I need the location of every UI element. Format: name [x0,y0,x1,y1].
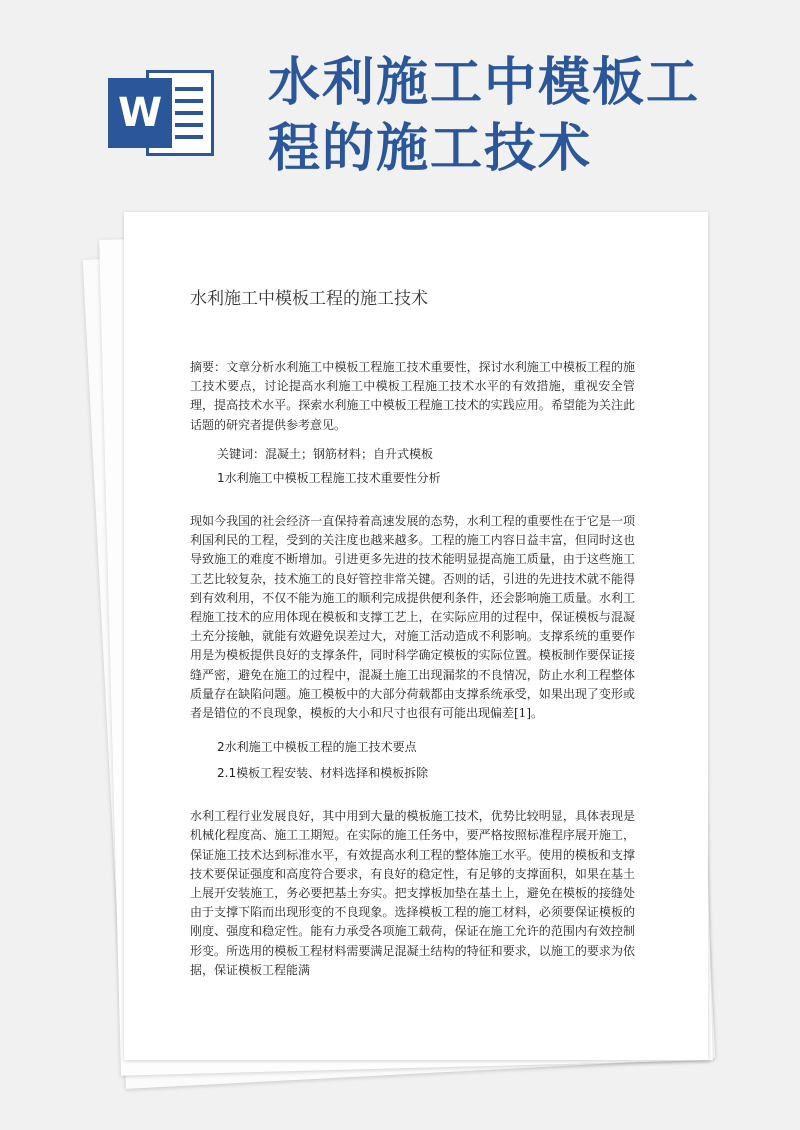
section-heading-2: 2水利施工中模板工程的施工技术要点 [217,740,417,755]
word-badge: W [108,78,172,148]
abstract: 摘要：文章分析水利施工中模板工程施工技术重要性，探讨水利施工中模板工程的施工技术要点，讨论提高水利施工中模板工程施工技术水平的有效措施，重视安全管理，提高技术水平。探索水利施工中模板工程施工技术的实践应用。希望能为关注此话题的研究者提供参考意见。 [190,360,635,432]
keywords: 关键词：混凝土；钢筋材料；自升式模板 [217,446,434,461]
section-heading-1: 1水利施工中模板工程施工技术重要性分析 [217,471,441,486]
section-heading-2-1: 2.1模板工程安装、材料选择和模板拆除 [217,766,429,781]
banner-title: 水利施工中模板工程的施工技术 [268,52,701,179]
word-icon [108,62,218,160]
document-title: 水利施工中模板工程的施工技术 [190,289,428,309]
paragraph-1: 现如今我国的社会经济一直保持着高速发展的态势，水利工程的重要性在于它是一项利国利民的工程，受到的关注度也越来越多。工程的施工内容日益丰富，但同时这也导致施工的难度不断增加。引进更多先进的技术能明显提高施工质量，由于这些施工工艺比较复杂，技术施工的良好管控非常关键。否则的话，引进的先进技术就不能得到有效利用，不仅不能为施工的顺利完成提供便利条件，还会影响施工质量。水利工程施工技术的应用体现在模板和支撑工艺上，在实际应用的过程中，保证模板与混凝土充分接触，就能有效避免误差过大，对施工活动造成不利影响。支撑系统的重要作用是为模板提供良好的支撑条件，同时科学确定模板的实际位置。模板制作要保证接缝严密，避免在施工的过程中，混凝土施工出现漏浆的不良情况，防止水利工程整体质量存在缺陷问题。施工模板中的大部分荷载都由支撑系统承受，如果出现了变形或者是错位的不良现象，模板的大小和尺寸也很有可能出现偏差[1]。 [190,514,635,721]
document-content [190,220,635,980]
paragraph-2: 水利工程行业发展良好，其中用到大量的模板施工技术，优势比较明显，具体表现是机械化程度高、施工工期短。在实际的施工任务中，要严格按照标准程序展开施工，保证施工技术达到标准水平，有效提高水利工程的整体施工水平。使用的模板和支撑技术要保证强度和高度符合要求，有良好的稳定性，有足够的支撑面积，如果在基土上展开安装施工，务必要把基土夯实。把支撑板加垫在基土上，避免在模板的接缝处由于支撑下陷而出现形变的不良现象。选择模板工程的施工材料，必须要保证模板的刚度、强度和稳定性。能有力承受各项施工载荷，保证在施工允许的范围内有效控制形变。所选用的模板工程材料需要满足混凝土结构的特征和要求，以施工的要求为依据，保证模板工程能满 [190,809,635,977]
